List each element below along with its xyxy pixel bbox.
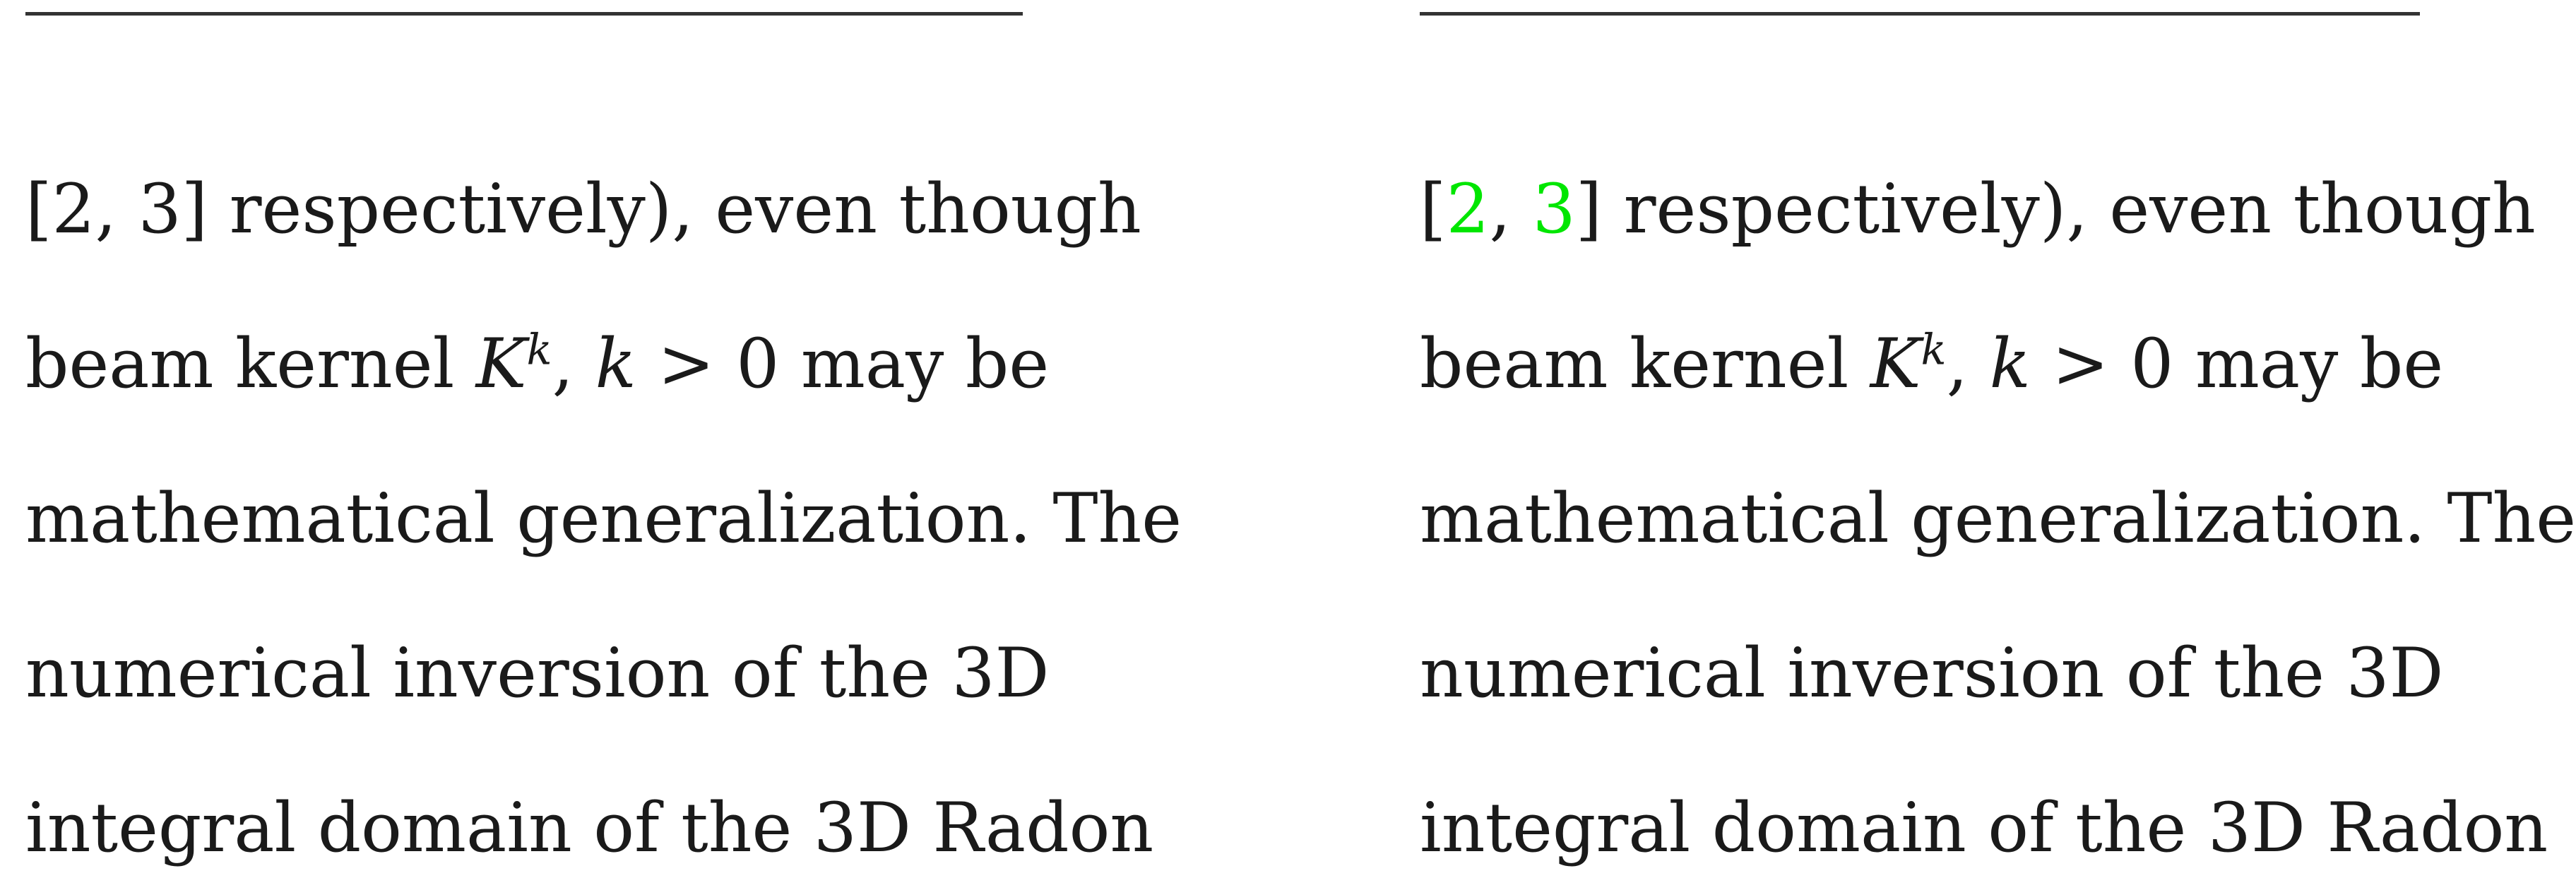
math-superscript-k: k: [526, 326, 552, 375]
text-line-2: [1420, 324, 2444, 403]
line-text: > 0 may: [636, 324, 944, 403]
line-text: respectively), even though: [208, 170, 1141, 249]
citation-2: 2: [52, 170, 95, 249]
text-line-2: [25, 324, 1050, 403]
top-rule: [1420, 12, 2420, 16]
line-text: > 0 may: [2030, 324, 2339, 403]
line-text: beam kernel: [1420, 324, 1870, 403]
text-line-5: integral domain of the 3D Radon: [25, 788, 1154, 867]
math-K: K: [1870, 324, 1921, 403]
citation-3: 3: [138, 170, 182, 249]
text-line-1: [25, 170, 1141, 249]
math-k: k: [595, 324, 636, 403]
line-text: beam kernel: [25, 324, 476, 403]
math-superscript-k: k: [1921, 326, 1947, 375]
text-line-4: numerical inversion of the 3D: [25, 634, 1050, 713]
citation-link-3[interactable]: 3: [1532, 170, 1576, 249]
bracket-open: [: [25, 170, 52, 249]
text-line-1: [1420, 170, 2536, 249]
line-text: respectively), even though: [1602, 170, 2536, 249]
citation-separator: ,: [95, 170, 138, 249]
comma: ,: [1946, 324, 1990, 403]
left-column: [25, 0, 1182, 878]
top-rule: [25, 12, 1023, 16]
math-K: K: [475, 324, 527, 403]
line-text-overflow: be: [2338, 324, 2444, 403]
citation-separator: ,: [1489, 170, 1533, 249]
bracket-open: [: [1420, 170, 1447, 249]
text-line-4: numerical inversion of the 3D: [1420, 634, 2444, 713]
bracket-close: ]: [1575, 170, 1603, 249]
bracket-close: ]: [181, 170, 208, 249]
text-line-5: integral domain of the 3D Radon: [1420, 788, 2548, 867]
right-column: [1420, 0, 2576, 878]
citation-link-2[interactable]: 2: [1446, 170, 1490, 249]
comma: ,: [552, 324, 595, 403]
text-line-3: mathematical generalization. The: [1420, 479, 2576, 558]
math-k: k: [1989, 324, 2031, 403]
line-text-overflow: be: [944, 324, 1050, 403]
text-line-3: mathematical generalization. The: [25, 479, 1182, 558]
